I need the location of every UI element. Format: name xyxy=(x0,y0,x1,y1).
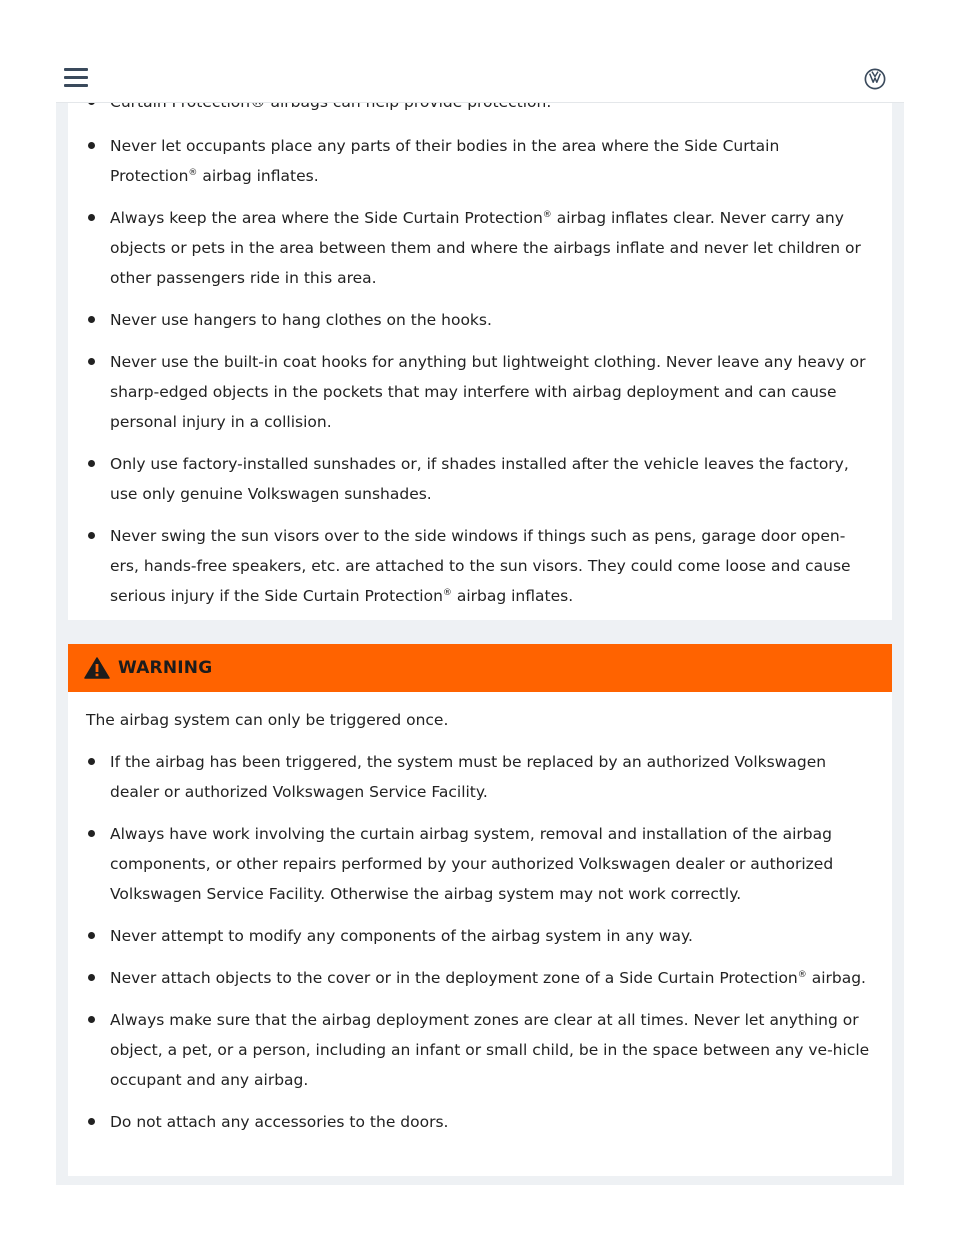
warning-header xyxy=(68,644,892,692)
list-item: Always make sure that the airbag deployment zones are clear at all times. Never let anything or object, a pet, or a person, including an infant or small child, be in the space between any ve-hicle occupant and any airbag. xyxy=(68,1005,892,1095)
warning-card xyxy=(68,692,892,1176)
list-item: Never use hangers to hang clothes on the hooks. xyxy=(68,305,892,335)
list-item: Always keep the area where the Side Curtain Protection® airbag inflates clear. Never carry any objects or pets in the area between them and where the airbags inflate and never let children or other passengers ride in this area. xyxy=(68,203,892,293)
list-item: Never swing the sun visors over to the side windows if things such as pens, garage door open-ers, hands-free speakers, etc. are attached to the sun visors. They could come loose and cause serious injury if the Side Curtain Protection® airbag inflates. xyxy=(68,521,892,611)
warning-intro: The airbag system can only be triggered once. xyxy=(86,711,449,729)
list-item: If the airbag has been triggered, the system must be replaced by an authorized Volkswagen dealer or authorized Volkswagen Service Facility. xyxy=(68,747,892,807)
top-section-card xyxy=(68,60,892,620)
list-item: Do not attach any accessories to the doors. xyxy=(68,1107,892,1137)
warning-triangle-icon xyxy=(84,656,110,680)
list-item: Always have work involving the curtain airbag system, removal and installation of the airbag components, or other repairs performed by your authorized Volkswagen dealer or authorized Volkswagen Service Facility. Otherwise the airbag system may not work correctly. xyxy=(68,819,892,909)
list-item: Never let occupants place any parts of their bodies in the area where the Side Curtain Protection® airbag inflates. xyxy=(68,131,892,191)
list-item: Never attach objects to the cover or in the deployment zone of a Side Curtain Protection® airbag. xyxy=(68,963,892,993)
warning-bullet-list xyxy=(68,747,892,1137)
top-bullet-list xyxy=(68,60,892,611)
warning-title: WARNING xyxy=(118,658,213,678)
list-item: Only use factory-installed sunshades or, if shades installed after the vehicle leaves the factory, use only genuine Volkswagen sunshades. xyxy=(68,449,892,509)
list-item: Never attempt to modify any components of the airbag system in any way. xyxy=(68,921,892,951)
top-bar xyxy=(56,0,904,103)
hamburger-menu-icon[interactable] xyxy=(64,68,88,90)
vw-logo-icon[interactable] xyxy=(864,68,886,90)
list-item: Never use the built-in coat hooks for anything but lightweight clothing. Never leave any heavy or sharp-edged objects in the pockets that may interfere with airbag deployment and can cause personal injury in a collision. xyxy=(68,347,892,437)
